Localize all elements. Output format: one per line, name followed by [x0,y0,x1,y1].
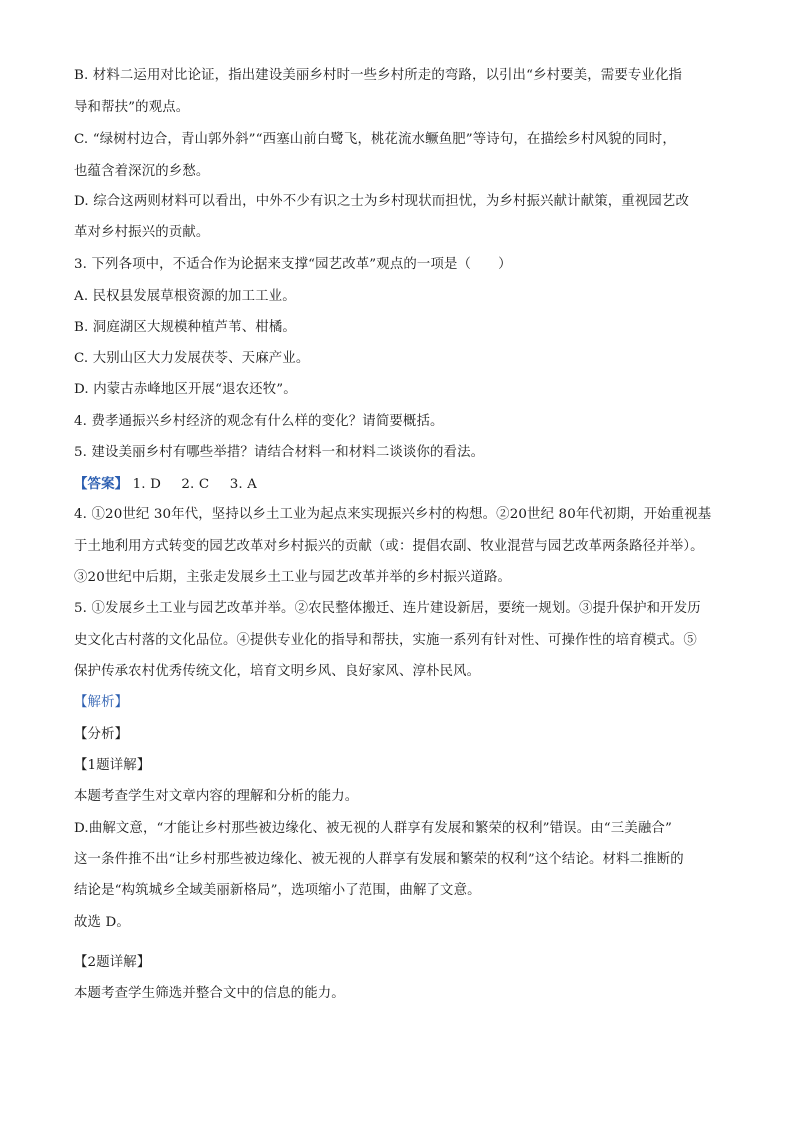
answer-5-line-2: 史文化古村落的文化品位。④提供专业化的指导和帮扶，实施一系列有针对性、可操作性的培育模式。⑤ [74,633,697,648]
detail-1-conclusion: 故选 D。 [74,915,130,930]
answer-5-line-3: 保护传承农村优秀传统文化，培育文明乡风、良好家风、淳朴民风。 [74,664,481,679]
question-3-option-a: A. 民权县发展草根资源的加工工业。 [74,289,296,304]
answer-1: 1. D [132,477,161,492]
option-b-line-1: B. 材料二运用对比论证，指出建设美丽乡村时一些乡村所走的弯路，以引出“乡村要美，需要专业化指 [74,68,683,83]
answer-2: 2. C [181,477,210,492]
detail-2-line-1: 本题考查学生筛选并整合文中的信息的能力。 [74,986,345,1001]
detail-1-line-4: 结论是“构筑城乡全域美丽新格局”，选项缩小了范围，曲解了文意。 [74,883,481,898]
option-b-line-2: 导和帮扶”的观点。 [74,100,190,115]
detail-2-heading: 【2题详解】 [74,955,151,970]
detail-1-heading: 【1题详解】 [74,758,151,773]
answer-4-line-2: 于土地利用方式转变的园艺改革对乡村振兴的贡献（或：提倡农副、牧业混营与园艺改革两条路径并举）。 [74,539,704,554]
option-c-line-1: C. “绿树村边合，青山郭外斜”“西塞山前白鹭飞，桃花流水鳜鱼肥”等诗句，在描绘乡村风貌的同时， [74,132,676,147]
answer-4-line-3: ③20世纪中后期，主张走发展乡土工业与园艺改革并举的乡村振兴道路。 [74,570,512,585]
answer-4-line-1: 4. ①20世纪 30年代，坚持以乡土工业为起点来实现振兴乡村的构想。②20世纪 80年代初期，开始重视基 [74,507,712,522]
option-c-line-2: 也蕴含着深沉的乡愁。 [74,164,210,179]
answer-3: 3. A [229,477,258,492]
fenxi-heading: 【分析】 [74,727,129,742]
option-d-line-1: D. 综合这两则材料可以看出，中外不少有识之士为乡村现状而担忧，为乡村振兴献计献策，重视园艺改 [74,194,690,209]
question-5-stem: 5. 建设美丽乡村有哪些举措？请结合材料一和材料二谈谈你的看法。 [74,445,485,460]
answer-label: 【答案】 [74,476,129,492]
question-3-option-c: C. 大别山区大力发展茯苓、天麻产业。 [74,351,310,366]
question-4-stem: 4. 费孝通振兴乡村经济的观念有什么样的变化？请简要概括。 [74,414,444,429]
analysis-heading: 【解析】 [74,695,129,710]
detail-1-line-1: 本题考查学生对文章内容的理解和分析的能力。 [74,789,359,804]
detail-1-line-3: 这一条件推不出“让乡村那些被边缘化、被无视的人群享有发展和繁荣的权利”这个结论。材料二推断的 [74,852,684,867]
question-3-option-b: B. 洞庭湖区大规模种植芦苇、柑橘。 [74,320,296,335]
option-d-line-2: 革对乡村振兴的贡献。 [74,225,210,240]
question-3-stem: 3. 下列各项中，不适合作为论据来支撑“园艺改革”观点的一项是（ ） [74,257,512,272]
question-3-option-d: D. 内蒙古赤峰地区开展“退农还牧”。 [74,382,297,397]
detail-1-line-2: D.曲解文意，“才能让乡村那些被边缘化、被无视的人群享有发展和繁荣的权利”错误。由“三美融合” [74,821,672,836]
answer-line [74,475,273,494]
answer-5-line-1: 5. ①发展乡土工业与园艺改革并举。②农民整体搬迁、连片建设新居，要统一规划。③提升保护和开发历 [74,601,701,616]
